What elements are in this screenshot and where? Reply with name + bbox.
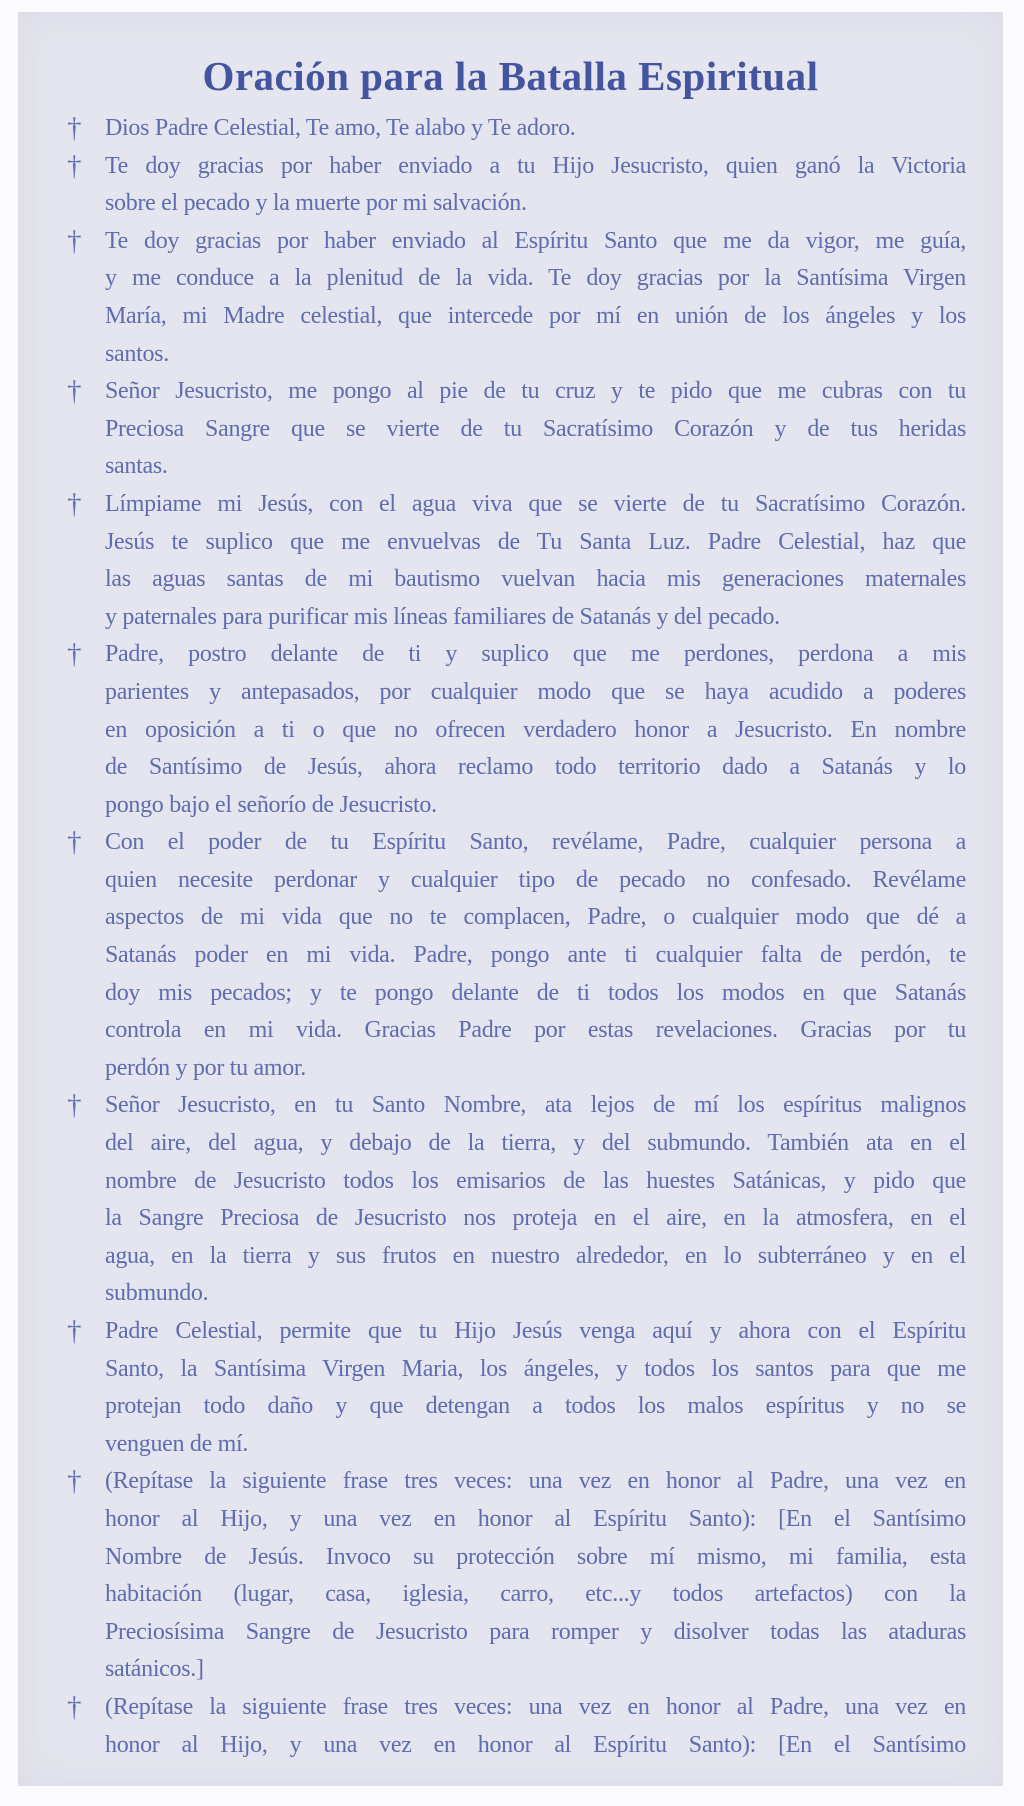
prayer-line: honor al Hijo, y una vez en honor al Espíritu Santo): [En el Santísimo [105,1731,966,1758]
prayer-line: Te doy gracias por haber enviado a tu Hijo Jesucristo, quien ganó la Victoria [105,152,966,179]
prayer-paragraph [105,223,966,373]
prayer-line: Preciosa Sangre que se vierte de tu Sacratísimo Corazón y de tus heridas [105,415,966,442]
prayer-item [18,486,1003,636]
prayer-line: Nombre de Jesús. Invoco su protección sobre mí mismo, mi familia, esta [105,1543,966,1570]
prayer-line: protejan todo daño y que detengan a todos los malos espíritus y no se [105,1393,966,1420]
prayer-paragraph [105,824,966,1087]
prayer-line: del aire, del agua, y debajo de la tierra, y del submundo. También ata en el [105,1130,966,1157]
prayer-line: quien necesite perdonar y cualquier tipo de pecado no confesado. Revélame [105,866,966,893]
prayer-item [18,373,1003,486]
cross-marker-icon: † [67,487,82,520]
prayer-paragraph [105,1313,966,1463]
cross-marker-icon: † [67,826,82,859]
prayer-line: pongo bajo el señorío de Jesucristo. [105,791,437,818]
prayer-line: y paternales para purificar mis líneas familiares de Satanás y del pecado. [105,603,780,630]
prayer-line: Señor Jesucristo, me pongo al pie de tu cruz y te pido que me cubras con tu [105,378,966,405]
prayer-line: Preciosísima Sangre de Jesucristo para romper y disolver todas las ataduras [105,1618,966,1645]
page-title: Oración para la Batalla Espiritual [202,53,819,99]
prayer-line: controla en mi vida. Gracias Padre por estas revelaciones. Gracias por tu [105,1017,966,1044]
prayer-item [18,223,1003,373]
prayer-line: nombre de Jesucristo todos los emisarios de las huestes Satánicas, y pido que [105,1167,966,1194]
prayer-paragraph [105,1689,966,1764]
prayer-line: Señor Jesucristo, en tu Santo Nombre, ata lejos de mí los espíritus malignos [105,1092,966,1119]
prayer-line: Padre, postro delante de ti y suplico que me perdones, perdona a mis [105,641,966,668]
prayer-line: aspectos de mi vida que no te complacen, Padre, o cualquier modo que dé a [105,904,966,931]
prayer-item [18,1087,1003,1313]
prayer-line: venguen de mí. [105,1430,249,1457]
prayer-line: perdón y por tu amor. [105,1054,306,1081]
prayer-item [18,1313,1003,1463]
prayer-line: y me conduce a la plenitud de la vida. Te doy gracias por la Santísima Virgen [105,265,966,292]
cross-marker-icon: † [67,638,82,671]
prayer-item [18,636,1003,824]
cross-marker-icon: † [67,1089,82,1122]
prayer-item [18,110,1003,148]
cross-marker-icon: † [67,1465,82,1498]
cross-marker-icon: † [67,375,82,408]
cross-marker-icon: † [67,112,82,144]
prayer-line: en oposición a ti o que no ofrecen verdadero honor a Jesucristo. En nombre [105,716,966,743]
prayer-line: Padre Celestial, permite que tu Hijo Jesús venga aquí y ahora con el Espíritu [105,1318,966,1344]
prayer-paragraph [105,148,966,223]
prayer-line: parientes y antepasados, por cualquier modo que se haya acudido a poderes [105,678,966,705]
prayer-line: santos. [105,340,169,367]
prayer-line: Con el poder de tu Espíritu Santo, revélame, Padre, cualquier persona a [105,829,966,856]
prayer-line: satánicos.] [105,1656,204,1683]
prayer-line: santas. [105,453,168,480]
prayer-line: de Santísimo de Jesús, ahora reclamo todo territorio dado a Satanás y lo [105,754,966,781]
prayer-item [18,1463,1003,1689]
cross-marker-icon: † [67,224,82,257]
prayer-paragraph [105,373,966,486]
prayer-line: submundo. [105,1280,209,1307]
prayer-line: doy mis pecados; y te pongo delante de ti todos los modos en que Satanás [105,979,966,1006]
prayer-line: Límpiame mi Jesús, con el agua viva que se vierte de tu Sacratísimo Corazón. [105,490,966,517]
prayer-item [18,148,1003,223]
prayer-line: (Repítase la siguiente frase tres veces: una vez en honor al Padre, una vez en [105,1693,966,1720]
prayer-line: agua, en la tierra y sus frutos en nuestro alrededor, en lo subterráneo y en el [105,1242,966,1269]
prayer-paragraph [105,486,966,636]
prayer-line: habitación (lugar, casa, iglesia, carro, etc...y todos artefactos) con la [105,1581,966,1608]
prayer-text-block [18,110,1003,1764]
prayer-line: la Sangre Preciosa de Jesucristo nos proteja en el aire, en la atmosfera, en el [105,1205,966,1232]
prayer-paragraph [105,1087,966,1313]
prayer-line: Dios Padre Celestial, Te amo, Te alabo y Te adoro. [105,115,576,141]
cross-marker-icon: † [67,1315,82,1347]
prayer-line: (Repítase la siguiente frase tres veces: una vez en honor al Padre, una vez en [105,1468,966,1495]
cross-marker-icon: † [67,149,82,182]
cross-marker-icon: † [67,1690,82,1723]
prayer-card-page [18,12,1003,1786]
prayer-line: honor al Hijo, y una vez en honor al Espíritu Santo): [En el Santísimo [105,1505,966,1532]
prayer-line: las aguas santas de mi bautismo vuelvan hacia mis generaciones maternales [105,566,966,593]
prayer-line: Santo, la Santísima Virgen Maria, los ángeles, y todos los santos para que me [105,1355,966,1382]
prayer-line: Jesús te suplico que me envuelvas de Tu Santa Luz. Padre Celestial, haz que [105,528,966,555]
prayer-line: sobre el pecado y la muerte por mi salvación. [105,190,527,217]
prayer-paragraph [105,1463,966,1689]
prayer-line: Satanás poder en mi vida. Padre, pongo ante ti cualquier falta de perdón, te [105,942,966,969]
prayer-paragraph [105,636,966,824]
prayer-line: Te doy gracias por haber enviado al Espíritu Santo que me da vigor, me guía, [105,227,966,254]
prayer-line: María, mi Madre celestial, que intercede por mí en unión de los ángeles y los [105,302,966,329]
prayer-item [18,1689,1003,1764]
prayer-item [18,824,1003,1087]
prayer-paragraph [105,110,966,148]
